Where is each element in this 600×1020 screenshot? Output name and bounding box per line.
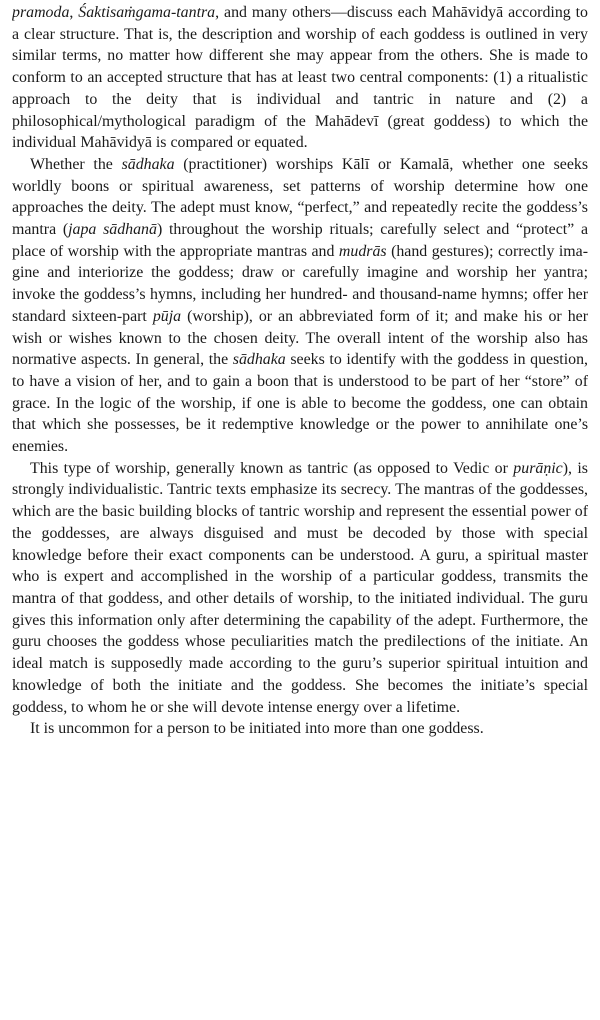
italic-term: Śaktisaṁgama-tantra — [78, 4, 216, 21]
paragraph-3 — [12, 458, 588, 718]
text-run: This type of worship, generally known as tantric (as opposed to Vedic or — [30, 459, 514, 477]
paragraph-1 — [12, 2, 588, 154]
italic-term: sādhaka — [232, 351, 286, 369]
italic-term: japa sādhanā — [68, 221, 157, 239]
italic-term: sādhaka — [121, 155, 175, 173]
italic-term: pramoda — [12, 4, 70, 21]
italic-term: mudrās — [338, 242, 387, 260]
paragraph-2 — [12, 154, 588, 458]
text-run: Whether the — [30, 155, 122, 173]
text-run: (hand gestures); correctly imagine and interiorize the goddess; draw or carefully imagine and worship her yantra; invoke the goddess’s hymns, including her hundred- and thousand-name hymns; offer her standard sixteen-part — [12, 242, 588, 325]
italic-term: pūja — [152, 307, 182, 325]
text-run: (worship), or an abbreviated form of it; and make his or her wish or wishes known to the chosen deity. The overall intent of the worship also has normative aspects. In general, the — [12, 307, 588, 369]
text-run: ) throughout the worship rituals; carefully select and “protect” a place of worship with the appropriate mantras and — [12, 221, 588, 260]
text-run: (practitioner) worships Kālī or Kamalā, whether one seeks worldly boons or spiritual awareness, set patterns of worship determine how one approaches the deity. The adept must know, “perfect,” and repeatedly recite the goddess’s mantra ( — [12, 155, 588, 239]
italic-term: purāṇic — [513, 459, 563, 477]
text-run: seeks to identify with the goddess in question, to have a vision of her, and to gain a boon that is understood to be part of her “store” of grace. In the logic of the worship, if one is able to become the goddess, one can obtain that which she possesses, be it redemptive knowledge or the power to annihilate one’s enemies. — [12, 351, 588, 456]
text-run: , and many others—discuss each Mahāvidyā according to a clear structure. That is, the description and worship of each goddess is outlined in very similar terms, no matter how different she may appear from the others. She is made to conform to an accepted structure that has at least two central components: (1) a ritualistic approach to the deity that is individual and tantric in nature and (2) a philosophical/mythological paradigm of the Mahādevī (great goddess) to which the individual Mahāvidyā is compared or equated. — [12, 4, 588, 152]
paragraph-4 — [12, 718, 588, 740]
book-page — [12, 2, 588, 1016]
text-run: ), is strongly individualistic. Tantric texts emphasize its secrecy. The mantras of the goddesses, which are the basic building blocks of tantric worship and represent the essential power of the goddesses, are always disguised and must be decoded by those with special knowledge before their exact components can be understood. A guru, a spiritual master who is expert and accomplished in the worship of a particular goddess, transmits the mantra of that goddess, and other details of worship, to the initiated individual. The guru gives this information only after determining the capability of the adept. Furthermore, the guru chooses the goddess whose peculiarities match the predilections of the initiate. An ideal match is supposedly made according to the guru’s superior spiritual intuition and knowledge of both the initiate and the goddess. She becomes the initiate’s special goddess, to whom he or she will devote intense energy over a lifetime. — [12, 459, 588, 716]
text-run: It is uncommon for a person to be initiated into more than one goddess. — [30, 720, 484, 738]
text-run: , — [69, 4, 79, 21]
